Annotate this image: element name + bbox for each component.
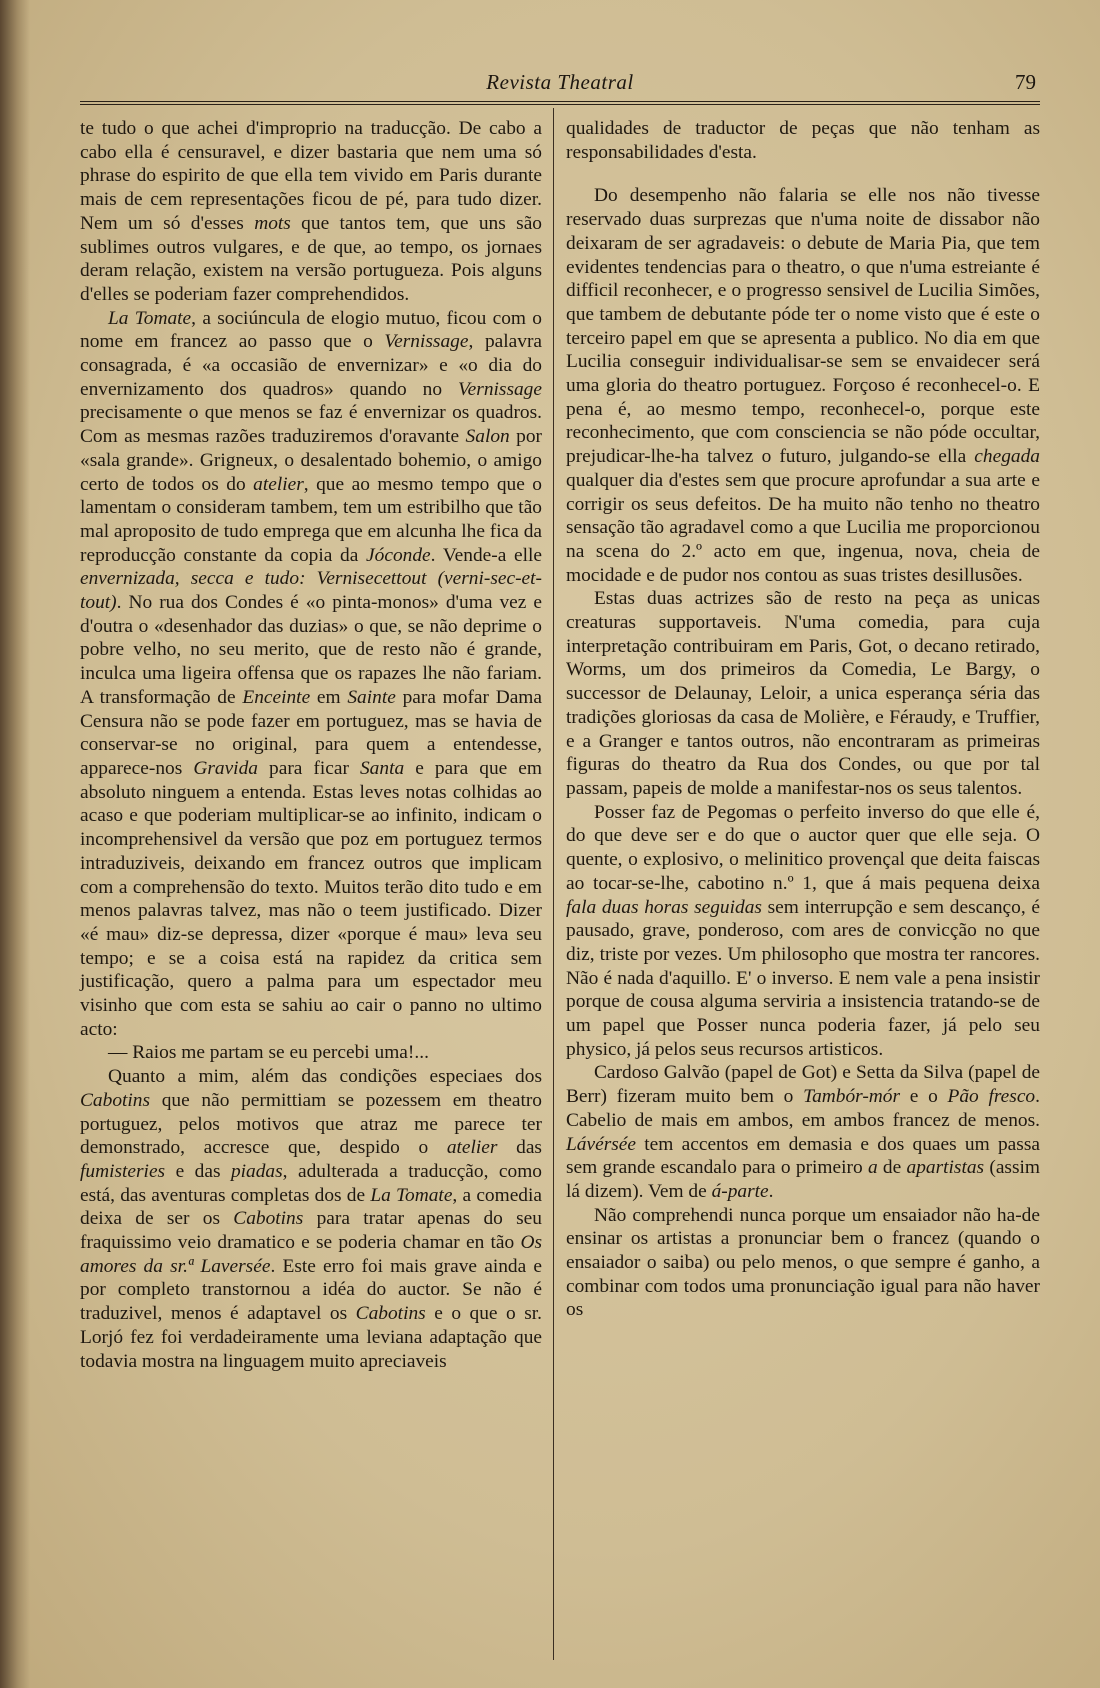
paragraph: qualidades de traductor de peças que não tenham as responsabilidades d'esta. xyxy=(566,118,1040,163)
paragraph: te tudo o que achei d'improprio na traducção. De cabo a cabo ella é censuravel, e dizer bastaria que nem uma só phrase do espirito de que ella tem vivido em Paris durante mais de cem representações ficou de pé, para tudo dizer. Nem um só d'esses mots que tantos tem, que uns são sublimes outros vulgares, e de que, ao tempo, os jornaes deram relação, existem na versão portugueza. Pois alguns d'elles se poderiam fazer comprehendidos. xyxy=(80,118,542,305)
paragraph: Quanto a mim, além das condições especiaes dos Cabotins que não permittiam se pozessem em theatro portuguez, pelos motivos que atraz me parece ter demonstrado, accresce que, despido o atelier das fumisteries e das piadas, adulterada a traducção, como está, das aventuras completas dos de La Tomate, a comedia deixa de ser os Cabotins para tratar apenas do seu fraquissimo veio dramatico e se poderia chamar en tão Os amores da sr.ª Laversée. Este erro foi mais grave ainda e por completo transtornou a idéa do auctor. Se não é traduzivel, menos é adaptavel os Cabotins e o que o sr. Lorjó fez foi verdadeiramente uma leviana adaptação que todavia mostra na linguagem muito apreciaveis xyxy=(80,1066,542,1372)
page-number: 79 xyxy=(1015,70,1036,94)
running-header xyxy=(80,68,1040,102)
left-column xyxy=(80,117,542,1657)
journal-title: Revista Theatral xyxy=(486,70,634,94)
column-divider xyxy=(553,108,554,1660)
paragraph: Estas duas actrizes são de resto na peça as unicas creaturas supportaveis. N'uma comedia, para cuja interpretação contribuiram em Paris, Got, o decano retirado, Worms, um dos primeiros da Comedia, Le Bargy, o successor de Delaunay, Leloir, a unica esperança séria das tradições gloriosas da casa de Molière, e Féraudy, e Truffier, e a Granger e tantos outros, não encontraram as primeiras figuras do theatro da Rua dos Condes, ou que por tal passam, papeis de molde a manifestar-nos os seus talentos. xyxy=(566,588,1040,799)
dialogue-line: — Raios me partam se eu percebi uma!... xyxy=(108,1042,429,1064)
header-rule-bottom xyxy=(80,104,1040,105)
paragraph: Cardoso Galvão (papel de Got) e Setta da Silva (papel de Berr) fizeram muito bem o Tambór-mór e o Pão fresco. Cabelio de mais em ambos, em ambos francez de menos. Lávérsée tem accentos em demasia e dos quaes um passa sem grande escandalo para o primeiro a de apartistas (assim lá dizem). Vem de á-parte. xyxy=(566,1062,1040,1202)
paragraph: Não comprehendi nunca porque um ensaiador não ha-de ensinar os artistas a pronunciar bem o francez (quando o ensaiador o saiba) ou pelo menos, o que sempre é ganho, a combinar com todos uma pronunciação igual para não haver os xyxy=(566,1204,1040,1321)
page-spine-shadow xyxy=(0,0,30,1688)
right-column xyxy=(566,117,1040,1657)
header-rule-top xyxy=(80,101,1040,102)
paragraph: Posser faz de Pegomas o perfeito inverso do que elle é, do que deve ser e do que o auctor quer que elle seja. O quente, o explosivo, o melinitico provençal que deita faiscas ao tocar-se-lhe, cabotino n.º 1, que á mais pequena deixa fala duas horas seguidas sem interrupção e sem descanço, é pausado, grave, ponderoso, com ares de convicção no que diz, triste por vezes. Um philosopho que mostra ter rancores. Não é nada d'aquillo. E' o inverso. E nem vale a pena insistir porque de cousa alguma serviria a insistencia tratando-se de um papel que Posser nunca poderia fazer, já pelo seu physico, já pelos seus recursos artisticos. xyxy=(566,801,1040,1060)
paragraph: Do desempenho não falaria se elle nos não tivesse reservado duas surprezas que n'uma noite de dissabor não deixaram de ser agradaveis: o debute de Maria Pia, que tem evidentes tendencias para o theatro, o que n'uma estreiante é difficil reconhecer, e o progresso sensivel de Lucilia Simões, que tambem de debutante póde ter o nome visto que é este o terceiro papel em que se apresenta a publico. No dia em que Lucilia conseguir individualisar-se sem se envaidecer será uma gloria do theatro portuguez. Forçoso é reconhecel-o. E pena é, ao mesmo tempo, reconhecel-o, porque este reconhecimento, que com consciencia se não póde occultar, prejudicar-lhe-ha talvez o futuro, julgando-se ella chegada qualquer dia d'estes sem que procure aprofundar a sua arte e corrigir os seus defeitos. De ha muito não tenho no theatro sensação tão agradavel como a que Lucilia me proporcionou na scena do 2.º acto em que, ingenua, nova, cheia de mocidade e de pudor nos contou as suas tristes desillusões. xyxy=(566,185,1040,586)
paragraph: La Tomate, a sociúncula de elogio mutuo, ficou com o nome em francez ao passo que o Vernissage, palavra consagrada, é «a occasião de envernizar» e «o dia do envernizamento dos quadros» quando no Vernissage precisamente o que menos se faz é envernizar os quadros. Com as mesmas razões traduziremos d'oravante Salon por «sala grande». Grigneux, o desalentado bohemio, o amigo certo de todos os do atelier, que ao mesmo tempo que o lamentam o consideram tambem, tem um estribilho que tão mal aproposito de tudo emprega que em alcunha lhe fica da reproducção constante da copia da Jóconde. Vende-a elle envernizada, secca e tudo: Vernisecettout (verni-sec-et-tout). No rua dos Condes é «o pinta-monos» d'uma vez e d'outra o «desenhador das duzias» o que, se não deprime o pobre velho, no seu merito, que de resto não é grande, inculca uma ligeira offensa que os rapazes lhe não fariam. A transformação de Enceinte em Sainte para mofar Dama Censura não se pode fazer em portuguez, mas se havia de conservar-se no original, para quem a entendesse, apparece-nos Gravida para ficar Santa e para que em absoluto ninguem a entenda. Estas leves notas colhidas ao acaso e que poderiam multiplicar-se ao infinito, indicam o incomprehensivel da versão que poz em portuguez termos intraduziveis, deixando em francez outros que implicam com a comprehensão do texto. Muitos terão dito tudo e em menos palavras talvez, mas não o teem justificado. Dizer «é mau» diz-se depressa, dizer «porque é mau» leva seu tempo; e se a coisa está na rapidez da critica sem justificação, quero a palma para um espectador meu visinho que com esta se sahiu ao cair o panno no ultimo acto: xyxy=(80,307,543,1040)
